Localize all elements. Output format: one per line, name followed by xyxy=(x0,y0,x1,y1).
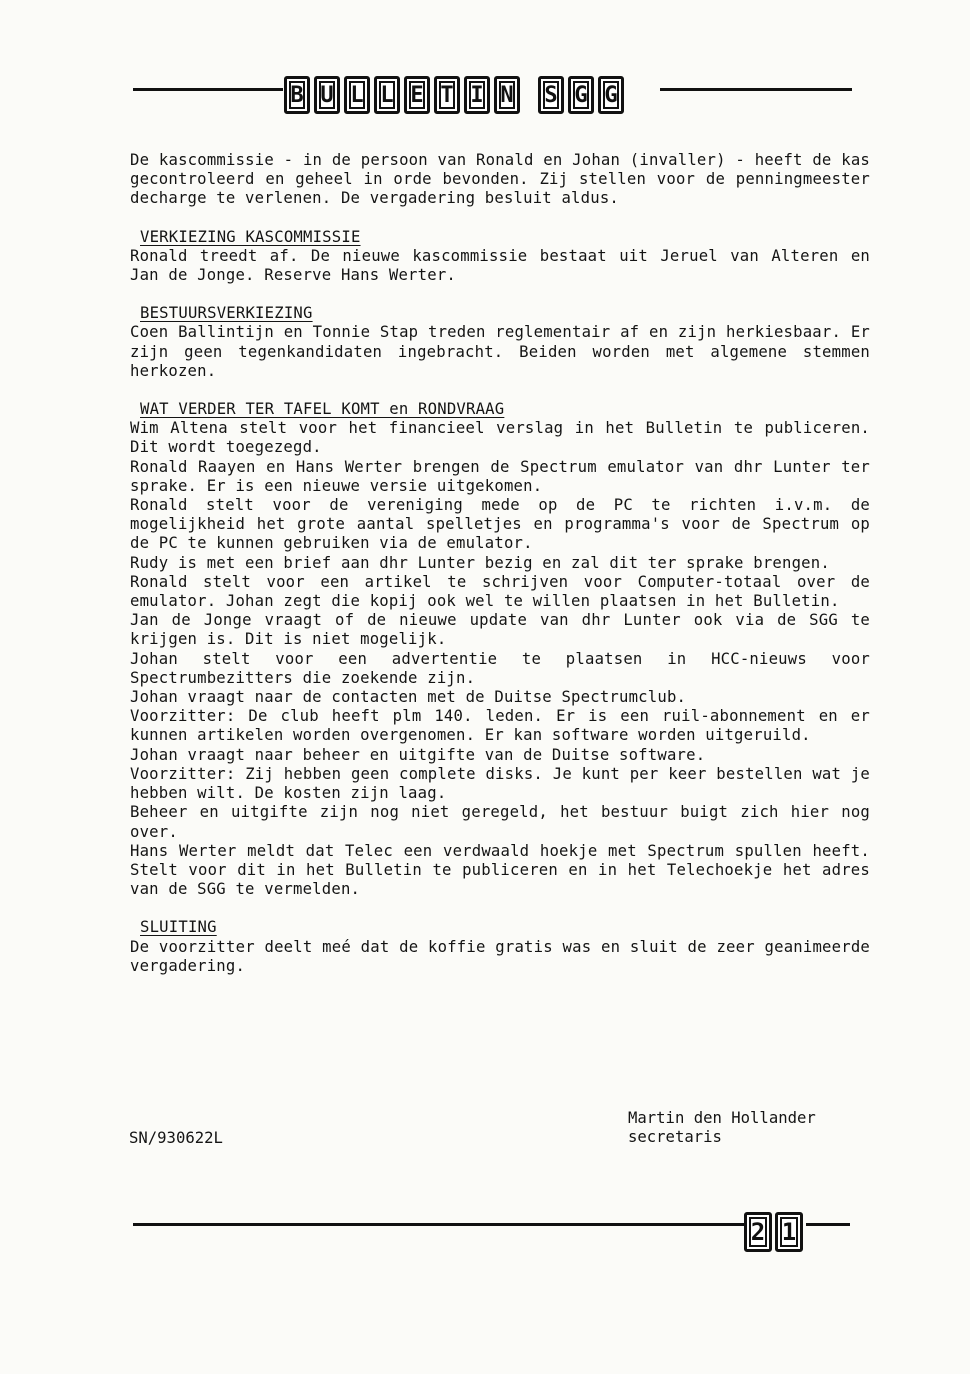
sluiting-heading: SLUITING xyxy=(140,918,217,937)
footer-rule xyxy=(133,1223,745,1226)
title-letter: B xyxy=(284,76,310,114)
rondvraag-heading: WAT VERDER TER TAFEL KOMT en RONDVRAAG xyxy=(140,400,505,419)
rondvraag-item: Johan vraagt naar de contacten met de Duitse Spectrumclub. xyxy=(130,688,687,707)
subtitle-letter: G xyxy=(598,76,624,114)
document-reference: SN/930622L xyxy=(129,1129,223,1147)
header-rule-left xyxy=(133,88,283,91)
page-number xyxy=(744,1212,803,1252)
rondvraag-item: Voorzitter: De club heeft plm 140. leden. Er is een ruil-abonnement en er kunnen artikelen worden overgenomen. Er kan software worden uitgeruild. xyxy=(130,707,870,745)
rondvraag-item: Voorzitter: Zij hebben geen complete disks. Je kunt per keer bestellen wat je hebben wilt. De kosten zijn laag. xyxy=(130,764,870,803)
sluiting-paragraph: De voorzitter deelt meé dat de koffie gratis was en sluit de zeer geanimeerde vergadering. xyxy=(130,937,870,975)
rondvraag-item: Hans Werter meldt dat Telec een verdwaald hoekje met Spectrum spullen heeft. Stelt voor dit in het Bulletin te publiceren en in het Telechoekje het adres van de SGG te vermelden. xyxy=(130,841,870,899)
title-letter: U xyxy=(314,76,340,114)
rondvraag-item: Ronald stelt voor de vereniging mede op de PC te richten i.v.m. de mogelijkheid het grote aantal spelletjes en programma's voor de Spectrum op de PC te kunnen gebruiken via de emulator. xyxy=(130,496,870,553)
subtitle-letter: G xyxy=(568,76,594,114)
title-letter: I xyxy=(464,76,490,114)
bestuur-heading: BESTUURSVERKIEZING xyxy=(140,304,313,323)
rondvraag-item: Jan de Jonge vraagt of de nieuwe update van dhr Lunter ook via de SGG te krijgen is. Dit is niet mogelijk. xyxy=(130,611,870,649)
subtitle-letter: S xyxy=(538,76,564,114)
kascommissie-paragraph: Ronald treedt af. De nieuwe kascommissie bestaat uit Jeruel van Alteren en Jan de Jonge. Reserve Hans Werter. xyxy=(130,246,870,285)
title-letter: L xyxy=(344,76,370,114)
title-letter: T xyxy=(434,76,460,114)
footer-rule-tail xyxy=(806,1223,850,1226)
rondvraag-item: Rudy is met een brief aan dhr Lunter bezig en zal dit ter sprake brengen. xyxy=(130,553,830,572)
page-number-digit: 2 xyxy=(744,1212,772,1252)
rondvraag-item: Ronald Raayen en Hans Werter brengen de Spectrum emulator van dhr Lunter ter sprake. Er is een nieuwe versie uitgekomen. xyxy=(130,457,870,495)
bestuur-paragraph: Coen Ballintijn en Tonnie Stap treden reglementair af en zijn herkiesbaar. Er zijn geen tegenkandidaten ingebracht. Beiden worden met algemene stemmen herkozen. xyxy=(130,323,870,380)
header-rule-right xyxy=(660,88,852,91)
bulletin-sgg-title xyxy=(284,76,624,116)
signatory-name: Martin den Hollander xyxy=(628,1109,816,1127)
title-letter: L xyxy=(374,76,400,114)
intro-paragraph: De kascommissie - in de persoon van Ronald en Johan (invaller) - heeft de kas gecontroleerd en geheel in orde bevonden. Zij stellen voor de penningmeester decharge te verlenen. De vergadering besluit aldus. xyxy=(130,151,870,208)
rondvraag-item: Johan stelt voor een advertentie te plaatsen in HCC-nieuws voor Spectrumbezitters die zoekende zijn. xyxy=(130,649,870,687)
title-letter: E xyxy=(404,76,430,114)
rondvraag-item: Beheer en uitgifte zijn nog niet geregeld, het bestuur buigt zich hier nog over. xyxy=(130,803,870,841)
rondvraag-item: Wim Altena stelt voor het financieel verslag in het Bulletin te publiceren. Dit wordt toegezegd. xyxy=(130,419,870,457)
rondvraag-item: Johan vraagt naar beheer en uitgifte van de Duitse software. xyxy=(130,745,706,764)
signature-block xyxy=(628,1109,816,1147)
rondvraag-item: Ronald stelt voor een artikel te schrijven voor Computer-totaal over de emulator. Johan zegt die kopij ook wel te willen plaatsen in het Bulletin. xyxy=(130,572,870,611)
kascommissie-heading: VERKIEZING KASCOMMISSIE xyxy=(140,227,361,246)
page-number-digit: 1 xyxy=(775,1212,803,1252)
signatory-role: secretaris xyxy=(628,1128,722,1147)
minutes-body xyxy=(130,151,870,976)
title-letter: N xyxy=(494,76,520,114)
